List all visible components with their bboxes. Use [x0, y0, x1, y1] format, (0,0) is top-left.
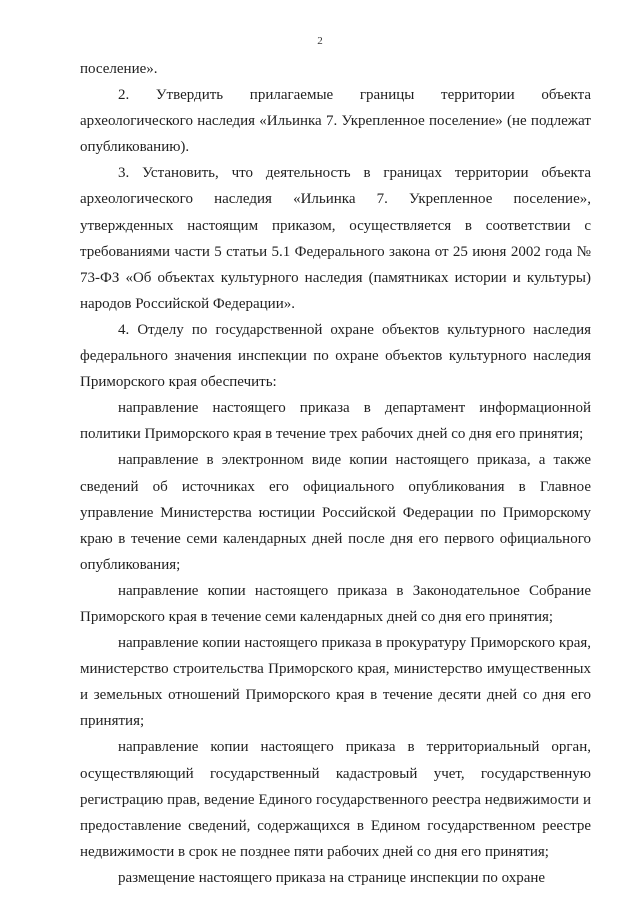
paragraph-subitem: направление копии настоящего приказа в Законодательное Собрание Приморского края в течение семи календарных дней со дня его принятия;: [80, 582, 591, 625]
paragraph-subitem: размещение настоящего приказа на странице инспекции по охране: [118, 869, 546, 886]
paragraph-subitem: направление настоящего приказа в департамент информационной политики Приморского края в течение трех рабочих дней со дня его принятия;: [80, 400, 591, 443]
page-number: 2: [317, 35, 323, 47]
paragraph-item-3: 3. Установить, что деятельность в границах территории объекта археологического наследия «Ильинка 7. Укрепленное поселение», утвержденных настоящим приказом, осуществляется в соответствии с требованиями части 5 статьи 5.1 Федерального закона от 25 июня 2002 года № 73-ФЗ «Об объектах культурного наследия (памятниках истории и культуры) народов Российской Федерации».: [80, 165, 591, 312]
paragraph-subitem: направление копии настоящего приказа в прокуратуру Приморского края, министерство строительства Приморского края, министерство имущественных и земельных отношений Приморского края в течение десяти дней со дня его принятия;: [80, 635, 591, 730]
document-body: [80, 56, 591, 891]
paragraph-subitem: направление в электронном виде копии настоящего приказа, а также сведений об источниках его официального опубликования в Главное управление Министерства юстиции Российской Федерации по Приморскому краю в течение семи календарных дней после дня его первого официального опубликования;: [80, 452, 591, 573]
paragraph-item-4: 4. Отделу по государственной охране объектов культурного наследия федерального значения инспекции по охране объектов культурного наследия Приморского края обеспечить:: [80, 321, 591, 391]
paragraph-subitem: направление копии настоящего приказа в территориальный орган, осуществляющий государственный кадастровый учет, государственную регистрацию прав, ведение Единого государственного реестра недвижимости и предоставление сведений, содержащихся в Едином государственном реестре недвижимости в срок не позднее пяти рабочих дней со дня его принятия;: [80, 739, 591, 860]
paragraph-continuation: поселение».: [80, 61, 158, 77]
paragraph-item-2: 2. Утвердить прилагаемые границы территории объекта археологического наследия «Ильинка 7. Укрепленное поселение» (не подлежат опубликованию).: [80, 87, 591, 156]
